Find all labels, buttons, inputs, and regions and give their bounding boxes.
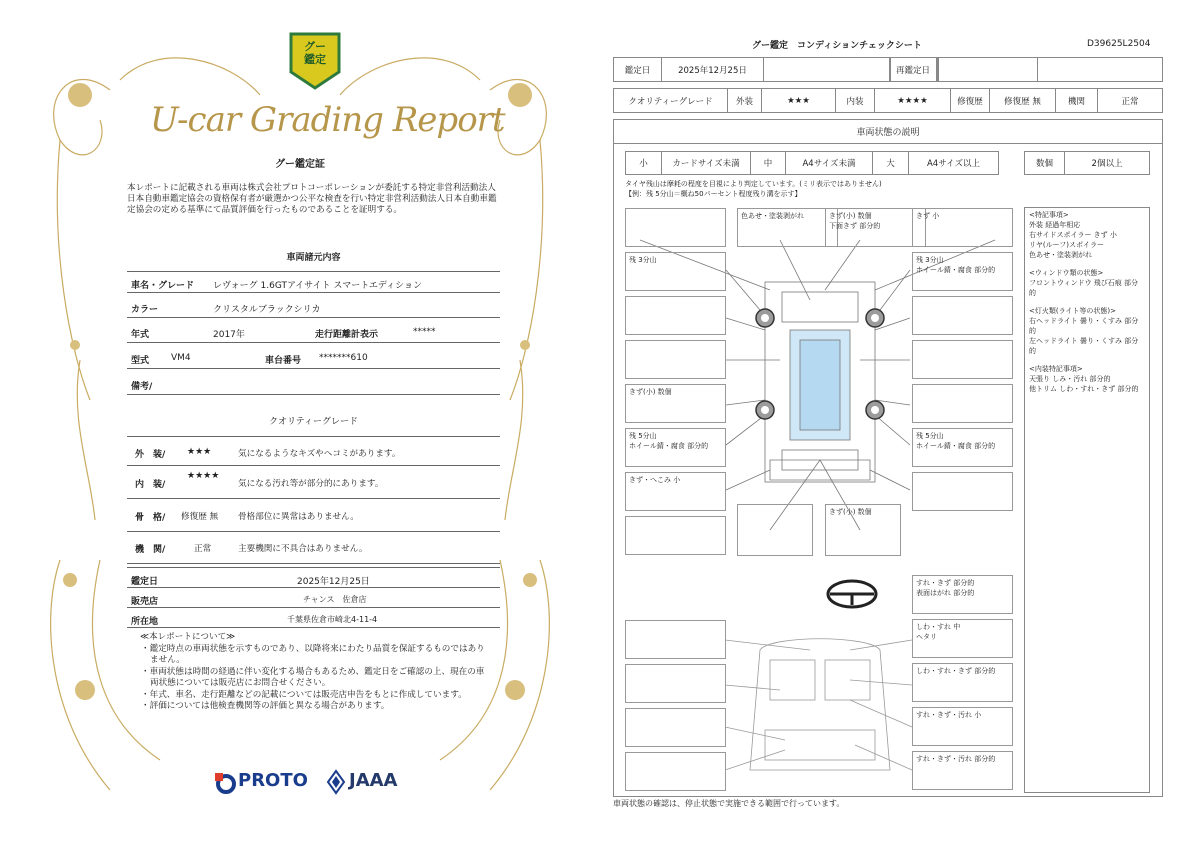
- jaaa-logo: JAAA: [349, 770, 398, 791]
- damage-box: きず(小) 数個 下面きず 部分的: [825, 208, 926, 247]
- row-interior: [127, 467, 500, 499]
- odo-label: 走行距離計表示: [315, 330, 379, 340]
- damage-box: [912, 296, 1013, 335]
- damage-box: [912, 384, 1013, 423]
- small-value: カードサイズ未満: [662, 152, 751, 174]
- row-shop: [127, 588, 500, 608]
- damage-box: [625, 664, 726, 703]
- special-line: [1029, 356, 1145, 364]
- year-label: 年式: [131, 330, 150, 340]
- repair-value: 修復歴 無: [990, 89, 1056, 112]
- damage-box: [912, 472, 1013, 511]
- row-remarks: [127, 373, 500, 395]
- shop-label: 販売店: [131, 597, 159, 607]
- damage-box: きず(小) 数個: [825, 504, 901, 556]
- date-label: 鑑定日: [131, 577, 159, 587]
- remarks-label: 備考/: [131, 382, 153, 392]
- odo-value: *****: [413, 327, 436, 337]
- damage-box: [625, 516, 726, 555]
- shop-value: チャンス 佐倉店: [303, 595, 367, 604]
- special-line: フロントウィンドウ 飛び石痕 部分的: [1029, 279, 1139, 297]
- small-label: 小: [626, 152, 662, 174]
- damage-box: すれ・きず・汚れ 部分的: [912, 751, 1013, 790]
- damage-box: 残 5分山 ホイール錆・腐食 部分的: [912, 428, 1013, 467]
- qg-label: クオリティーグレード: [614, 89, 728, 112]
- emblem-text: グー 鑑定: [304, 40, 326, 66]
- grade-row: [613, 88, 1163, 113]
- exterior-desc: 気になるようなキズやヘコミがあります。: [238, 449, 401, 459]
- special-line: 色あせ・塗装剥がれ: [1029, 251, 1092, 259]
- int-label: 内装: [836, 89, 875, 112]
- engine-desc: 主要機関に不具合はありません。: [238, 544, 368, 554]
- special-line: 他トリム しわ・すれ・きず 部分的: [1029, 385, 1139, 393]
- model-value: VM4: [171, 353, 191, 363]
- special-line: 左ヘッドライト 曇り・くすみ 部分的: [1029, 337, 1139, 355]
- tire-note: タイヤ残山は摩耗の程度を目視により判定しています。(ミリ表示ではありません): [625, 180, 882, 188]
- date-value: 2025年12月25日: [662, 58, 764, 81]
- sheet-title: グー鑑定 コンディションチェックシート: [752, 41, 922, 51]
- damage-box: [625, 340, 726, 379]
- color-value: クリスタルブラックシリカ: [213, 305, 321, 315]
- damage-box: [625, 752, 726, 791]
- frame-desc: 骨格部位に異常はありません。: [238, 512, 359, 522]
- color-label: カラー: [131, 305, 159, 315]
- engine-value: 正常: [194, 544, 212, 554]
- row-year: [127, 321, 500, 343]
- damage-box: [625, 296, 726, 335]
- special-line: <特記事項>: [1029, 211, 1069, 219]
- special-line: 右ヘッドライト 曇り・くすみ 部分的: [1029, 317, 1139, 335]
- mid-label: 中: [751, 152, 786, 174]
- count-label: 数個: [1025, 152, 1065, 174]
- count-legend: [1024, 151, 1150, 175]
- frame-label: 骨 格/: [135, 513, 166, 523]
- damage-box: 残 5分山 ホイール錆・腐食 部分的: [625, 428, 726, 467]
- size-legend: [625, 151, 999, 175]
- damage-box: きず・へこみ 小: [625, 472, 726, 511]
- model-label: 型式: [131, 356, 150, 366]
- interior-desc: 気になる汚れ等が部分的にあります。: [238, 479, 384, 489]
- row-exterior: [127, 436, 500, 466]
- date-value: 2025年12月25日: [297, 577, 370, 587]
- sheet-code: D39625L2504: [1087, 39, 1151, 49]
- special-line: 右サイドスポイラー きず 小: [1029, 231, 1117, 239]
- special-line: 天張り しみ・汚れ 部分的: [1029, 375, 1111, 383]
- redate-label: 再鑑定日: [889, 57, 937, 82]
- tire-example: 【例：残 5分山＝概ね50パーセント程度残り溝を示す】: [625, 190, 802, 198]
- special-line: [1029, 298, 1145, 306]
- damage-box: すれ・きず 部分的 表面はがれ 部分的: [912, 575, 1013, 614]
- exterior-stars: ★★★: [187, 447, 212, 457]
- damage-box: きず(小) 数個: [625, 384, 726, 423]
- certificate-title: グー鑑定証: [275, 159, 325, 170]
- date-label: 鑑定日: [614, 58, 662, 81]
- spec-heading: 車両諸元内容: [286, 253, 341, 263]
- row-engine: [127, 532, 500, 564]
- note-item: ・年式、車名、走行距離などの記載については販売店申告をもとに作成しています。: [141, 689, 467, 700]
- note-item: ・評価については他検査機関等の評価と異なる場合があります。: [141, 701, 390, 711]
- row-frame: [127, 500, 500, 532]
- certificate-body: 本レポートに記載される車両は株式会社プロトコーポレーションが委託する特定非営利活動法人日本自動車鑑定協会の資格保有者が厳選かつ公平な検査を行い特定非営利活動法人日本自動車鑑定協会の定める基準にて品質評価を行ったものであることを証明する。: [127, 183, 497, 215]
- name-label: 車名・グレード: [131, 281, 195, 291]
- damage-box: きず 小: [912, 208, 1013, 247]
- row-color: [127, 296, 500, 318]
- script-title: U-car Grading Report: [150, 100, 505, 140]
- quality-heading: クオリティーグレード: [268, 417, 359, 427]
- ext-stars: ★★★: [762, 89, 836, 112]
- damage-box: [625, 208, 726, 247]
- explain-heading: 車両状態の説明: [613, 119, 1163, 144]
- mid-value: A4サイズ未満: [786, 152, 873, 174]
- sheet-footer: 車両状態の確認は、停止状態で実施できる範囲で行っています。: [613, 799, 845, 808]
- large-value: A4サイズ以上: [926, 159, 981, 169]
- count-value: 2個以上: [1091, 159, 1123, 169]
- date-row: [613, 57, 1163, 82]
- special-line: 外装 経過年相応: [1029, 221, 1081, 229]
- report-notes: [140, 632, 490, 713]
- damage-box: [737, 504, 813, 556]
- empty-cell: [764, 58, 890, 81]
- frame-value: 修復歴 無: [181, 512, 219, 522]
- note-item: ・鑑定時点の車両状態を示すものであり、以降将来にわたり品質を保証するものではありません。: [141, 643, 485, 665]
- interior-stars: ★★★★: [187, 471, 220, 481]
- proto-logo: PROTO: [238, 770, 308, 791]
- proto-logo-icon: [215, 773, 237, 795]
- address-value: 千葉県佐倉市崎北4-11-4: [287, 615, 378, 624]
- engine-label: 機 関/: [135, 545, 166, 555]
- jaaa-logo-icon: [326, 769, 346, 795]
- damage-box: すれ・きず・汚れ 小: [912, 707, 1013, 746]
- int-stars: ★★★★: [875, 89, 951, 112]
- note-item: ・車両状態は時間の経過に伴い変化する場合もあるため、鑑定日をご確認の上、現在の車両状態については販売店にお問合せください。: [141, 666, 485, 688]
- damage-box: [625, 708, 726, 747]
- large-label: 大: [873, 152, 909, 174]
- damage-box: 残 3分山: [625, 252, 726, 291]
- special-notes: [1024, 207, 1150, 793]
- divider: [1037, 57, 1038, 82]
- engine-value: 正常: [1121, 96, 1139, 107]
- special-line: <灯火類(ライト等の状態)>: [1029, 307, 1116, 315]
- engine-label: 機関: [1056, 89, 1098, 112]
- special-line: <内装特記事項>: [1029, 365, 1083, 373]
- row-model: [127, 347, 500, 369]
- damage-box: [625, 620, 726, 659]
- damage-box: 色あせ・塗装剥がれ: [737, 208, 838, 247]
- damage-box: しわ・すれ・きず 部分的: [912, 663, 1013, 702]
- damage-box: 残 3分山 ホイール錆・腐食 部分的: [912, 252, 1013, 291]
- damage-box: しわ・すれ 中 ヘタリ: [912, 619, 1013, 658]
- row-date: [127, 567, 500, 588]
- special-line: リヤ(ルーフ)スポイラー: [1029, 241, 1104, 249]
- address-label: 所在地: [131, 617, 159, 627]
- row-name: [127, 271, 500, 293]
- special-line: [1029, 260, 1145, 268]
- special-line: <ウィンドウ類の状態>: [1029, 269, 1104, 277]
- exterior-label: 外 装/: [135, 450, 166, 460]
- repair-label: 修復歴: [951, 89, 990, 112]
- steering-wheel-icon: [826, 579, 878, 609]
- notes-title: ≪本レポートについて≫: [140, 632, 236, 642]
- chassis-label: 車台番号: [265, 356, 302, 366]
- interior-label: 内 装/: [135, 480, 166, 490]
- row-address: [127, 608, 500, 628]
- chassis-value: *******610: [319, 353, 368, 363]
- damage-box: [912, 340, 1013, 379]
- name-value: レヴォーグ 1.6GTアイサイト スマートエディション: [213, 281, 422, 291]
- ext-label: 外装: [728, 89, 762, 112]
- year-value: 2017年: [213, 330, 245, 340]
